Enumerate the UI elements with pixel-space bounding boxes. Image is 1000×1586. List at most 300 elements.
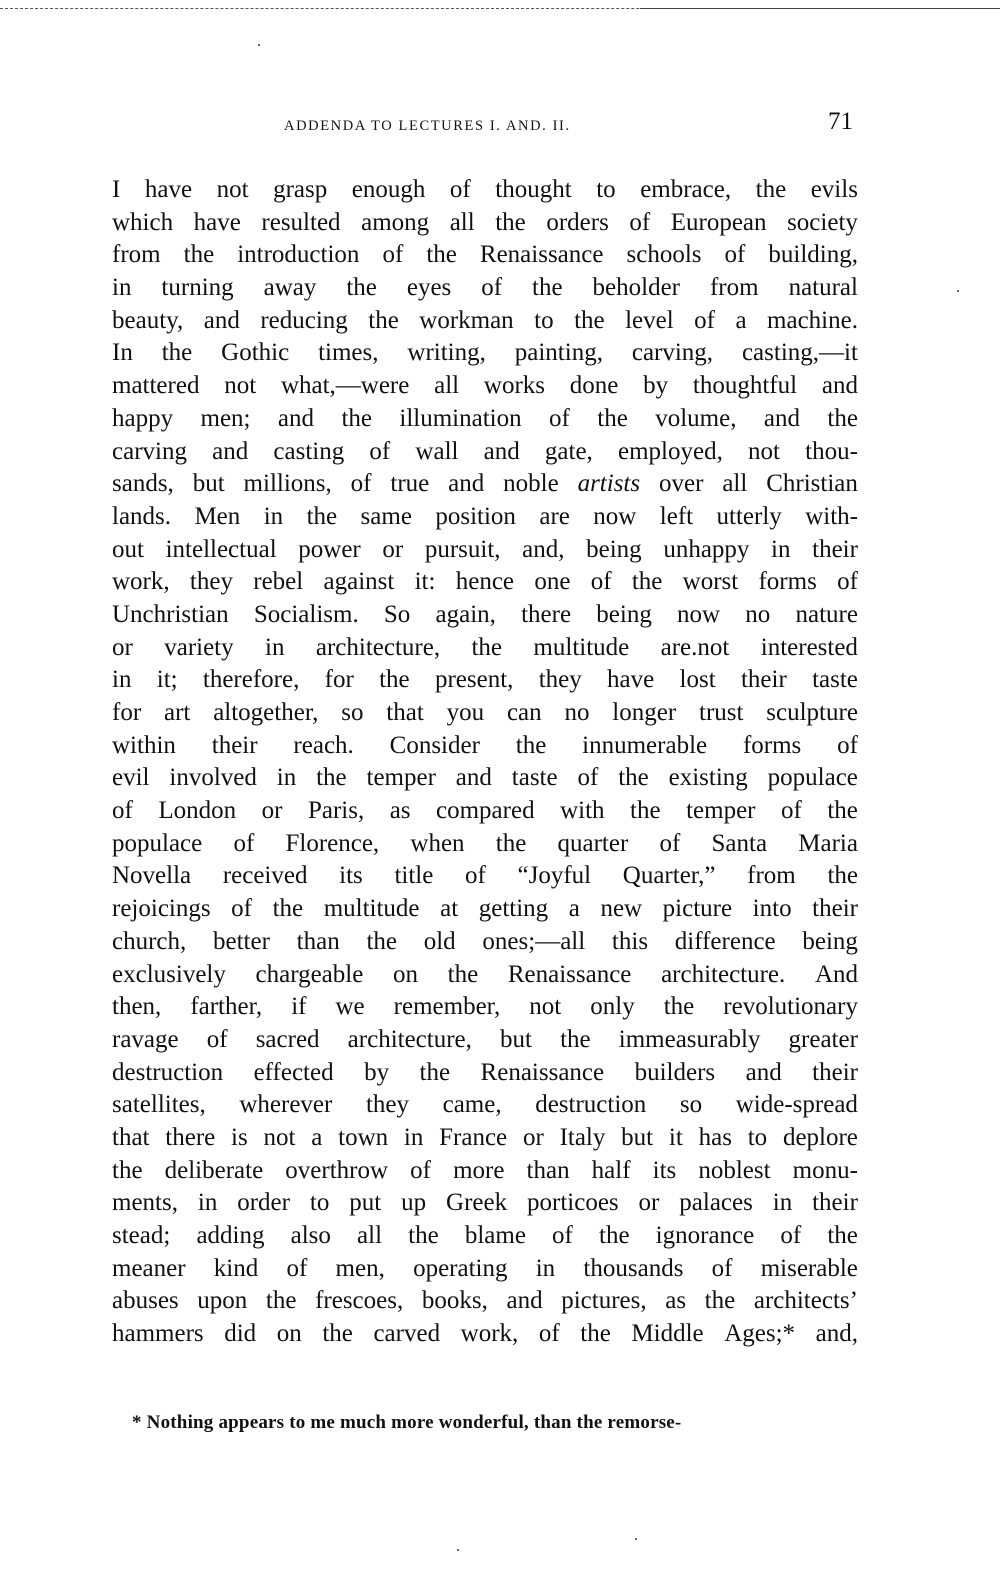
word: taste bbox=[812, 666, 858, 694]
word: the bbox=[183, 241, 215, 269]
word: greater bbox=[788, 1025, 858, 1053]
word: of bbox=[724, 241, 746, 269]
body-line bbox=[112, 1057, 858, 1090]
word: away bbox=[263, 274, 317, 302]
word: not bbox=[224, 372, 257, 400]
body-line bbox=[112, 664, 858, 697]
word: carving bbox=[112, 437, 187, 465]
body-line bbox=[112, 501, 858, 534]
word: gate, bbox=[544, 437, 593, 465]
word: the bbox=[408, 1222, 439, 1249]
word: the bbox=[515, 731, 547, 759]
word: but bbox=[192, 470, 225, 498]
word: there bbox=[165, 1123, 216, 1151]
word: casting,—it bbox=[741, 339, 858, 367]
word: that bbox=[386, 699, 424, 726]
word: the bbox=[341, 404, 372, 432]
word: So bbox=[383, 600, 411, 628]
word: from bbox=[709, 274, 759, 302]
word: work, bbox=[460, 1320, 519, 1348]
word: France bbox=[439, 1123, 508, 1151]
word: adding bbox=[196, 1222, 265, 1249]
word: farther, bbox=[190, 993, 263, 1021]
word: the bbox=[599, 1222, 630, 1249]
word: and bbox=[745, 1058, 782, 1086]
word: power bbox=[298, 535, 361, 563]
word: quarter bbox=[557, 829, 629, 857]
word: all bbox=[434, 372, 460, 400]
word: but bbox=[621, 1123, 654, 1151]
word: have bbox=[193, 208, 241, 236]
word: architecture, bbox=[347, 1025, 472, 1053]
word: Renaissance bbox=[480, 1058, 605, 1086]
word: of bbox=[369, 437, 391, 465]
word: natural bbox=[788, 274, 858, 302]
word: of bbox=[590, 568, 612, 596]
word: Novella bbox=[112, 862, 192, 890]
word: done bbox=[569, 372, 619, 400]
scan-speck bbox=[635, 1538, 637, 1540]
word: pursuit, bbox=[424, 535, 501, 563]
word: in bbox=[276, 764, 297, 792]
word: on bbox=[392, 960, 418, 988]
word: blame bbox=[464, 1222, 526, 1249]
word: effected bbox=[253, 1058, 334, 1086]
word: the bbox=[161, 339, 193, 367]
word: intellectual bbox=[165, 535, 277, 563]
word: the bbox=[704, 1287, 736, 1315]
word: new bbox=[600, 895, 643, 923]
body-line bbox=[112, 403, 858, 436]
word: a bbox=[311, 1123, 323, 1151]
word: kind bbox=[213, 1254, 259, 1282]
word: the bbox=[663, 993, 695, 1021]
word: to bbox=[534, 306, 554, 334]
word: one bbox=[534, 568, 571, 596]
word: times, bbox=[318, 339, 379, 367]
word: Renaissance bbox=[507, 960, 632, 988]
word: at bbox=[440, 895, 459, 923]
word: not bbox=[216, 176, 249, 203]
word: Renaissance bbox=[479, 241, 604, 269]
word: when bbox=[410, 829, 465, 857]
word: workman bbox=[419, 306, 514, 334]
word: innumerable bbox=[582, 731, 708, 759]
word: or bbox=[522, 1123, 544, 1151]
word: upon bbox=[197, 1287, 248, 1315]
word: they bbox=[189, 568, 233, 596]
word: difference bbox=[674, 927, 776, 955]
word: writing, bbox=[407, 339, 486, 367]
scan-edge-rule-solid bbox=[640, 8, 1000, 9]
word: In bbox=[112, 339, 133, 367]
word: of bbox=[694, 306, 715, 334]
body-line bbox=[112, 599, 858, 632]
word: all bbox=[449, 208, 475, 236]
word: also bbox=[290, 1222, 331, 1249]
word: more bbox=[453, 1156, 505, 1184]
word: the bbox=[827, 797, 858, 825]
word: And bbox=[814, 960, 858, 988]
word: lands. bbox=[112, 502, 172, 530]
word: existing bbox=[668, 764, 748, 792]
word: of bbox=[577, 764, 599, 792]
word: church, bbox=[112, 927, 187, 955]
word: pictures, bbox=[561, 1287, 647, 1315]
word: by bbox=[364, 1058, 390, 1086]
word: of bbox=[206, 1025, 228, 1053]
word: has bbox=[698, 1123, 732, 1151]
word: of bbox=[629, 208, 651, 236]
word: to bbox=[747, 1123, 768, 1151]
word: compared bbox=[436, 797, 535, 825]
body-line bbox=[112, 860, 858, 893]
word: variety bbox=[164, 633, 234, 661]
word: sacred bbox=[255, 1025, 320, 1053]
word: the bbox=[471, 633, 503, 661]
word: stead; bbox=[112, 1222, 171, 1249]
body-line bbox=[112, 1122, 858, 1155]
word: the bbox=[419, 1058, 451, 1086]
word: and bbox=[483, 437, 520, 465]
word: taste bbox=[511, 764, 558, 792]
word: of bbox=[286, 1254, 308, 1282]
word: mattered bbox=[112, 372, 200, 400]
word: evil bbox=[112, 764, 150, 792]
word: half bbox=[591, 1156, 631, 1184]
word: happy bbox=[112, 404, 174, 432]
word: the bbox=[597, 404, 628, 432]
word: the bbox=[426, 241, 457, 269]
word: in bbox=[197, 1189, 218, 1217]
word: than bbox=[526, 1156, 570, 1184]
word: grasp bbox=[273, 176, 328, 203]
word: Maria bbox=[798, 829, 858, 857]
word: Paris, bbox=[307, 797, 365, 825]
word: the bbox=[574, 306, 605, 334]
word: of bbox=[410, 1156, 431, 1184]
body-line bbox=[112, 926, 858, 959]
page-header bbox=[268, 108, 853, 142]
word: works bbox=[483, 372, 545, 400]
word: lost bbox=[679, 666, 716, 694]
word: illumination bbox=[399, 404, 522, 432]
body-line bbox=[112, 566, 858, 599]
word: Florence, bbox=[285, 829, 380, 857]
word: you bbox=[446, 699, 485, 726]
body-line bbox=[112, 991, 858, 1024]
body-line bbox=[112, 239, 858, 272]
word: old bbox=[423, 927, 456, 955]
word: or bbox=[638, 1189, 660, 1217]
word: of bbox=[350, 470, 372, 498]
word: the bbox=[368, 306, 399, 334]
word: artists bbox=[577, 470, 641, 498]
body-line bbox=[112, 305, 858, 338]
word: sculpture bbox=[766, 699, 858, 726]
word: architects’ bbox=[753, 1287, 858, 1315]
word: destruction bbox=[112, 1058, 224, 1086]
word: over bbox=[659, 470, 704, 498]
word: so bbox=[679, 1091, 703, 1119]
word: and bbox=[277, 404, 315, 432]
word: order bbox=[237, 1189, 290, 1217]
word: exclusively bbox=[112, 960, 226, 988]
word: against bbox=[323, 568, 395, 596]
word: interested bbox=[760, 633, 858, 661]
word: position bbox=[435, 502, 516, 530]
word: of bbox=[231, 895, 252, 923]
word: and, bbox=[522, 535, 565, 563]
word: the bbox=[755, 176, 787, 203]
word: overthrow bbox=[285, 1156, 389, 1184]
word: all bbox=[722, 470, 748, 498]
word: the bbox=[272, 895, 304, 923]
word: of bbox=[382, 241, 404, 269]
word: this bbox=[611, 927, 649, 955]
word: title bbox=[394, 862, 434, 890]
body-line bbox=[112, 795, 858, 828]
word: trust bbox=[699, 699, 744, 726]
word: from bbox=[112, 241, 161, 269]
word: immeasurably bbox=[618, 1025, 761, 1053]
word: their bbox=[812, 895, 858, 923]
word: evils bbox=[810, 176, 858, 203]
body-line bbox=[112, 828, 858, 861]
word: it: bbox=[414, 568, 436, 596]
word: work, bbox=[112, 568, 170, 596]
word: the bbox=[631, 568, 663, 596]
body-line bbox=[112, 337, 858, 370]
word: it; bbox=[156, 666, 178, 694]
word: society bbox=[787, 208, 858, 236]
word: no bbox=[745, 600, 771, 628]
word: Italy bbox=[559, 1123, 606, 1151]
word: the bbox=[827, 862, 858, 890]
word: there bbox=[521, 600, 572, 628]
word: European bbox=[670, 208, 767, 236]
word: as bbox=[389, 797, 411, 825]
word: thou- bbox=[805, 437, 858, 465]
word: of bbox=[233, 829, 255, 857]
body-line bbox=[112, 959, 858, 992]
word: we bbox=[335, 993, 365, 1021]
word: the bbox=[580, 1320, 611, 1348]
word: abuses bbox=[112, 1287, 179, 1315]
word: of bbox=[112, 797, 133, 825]
word: all bbox=[357, 1222, 383, 1249]
body-line bbox=[112, 697, 858, 730]
word: builders bbox=[634, 1058, 716, 1086]
word: palaces bbox=[679, 1189, 753, 1217]
word: of bbox=[449, 176, 471, 203]
word: men; bbox=[200, 404, 251, 432]
word: sands, bbox=[112, 470, 174, 498]
word: among bbox=[361, 208, 430, 236]
word: from bbox=[747, 862, 796, 890]
body-text bbox=[112, 174, 858, 1351]
word: Greek bbox=[446, 1189, 508, 1217]
word: satellites, bbox=[112, 1091, 206, 1119]
word: out bbox=[112, 535, 144, 563]
word: forms bbox=[758, 568, 817, 596]
body-line bbox=[112, 632, 858, 665]
word: rejoicings bbox=[112, 895, 211, 923]
word: Consider bbox=[389, 731, 480, 759]
word: of bbox=[837, 731, 858, 759]
word: Christian bbox=[766, 470, 858, 498]
word: into bbox=[752, 895, 792, 923]
word: revolutionary bbox=[723, 993, 858, 1021]
word: Santa bbox=[711, 829, 768, 857]
word: the bbox=[265, 1287, 297, 1315]
word: multitude bbox=[533, 633, 630, 661]
word: hence bbox=[455, 568, 515, 596]
body-line bbox=[112, 1285, 858, 1318]
word: men, bbox=[335, 1254, 385, 1282]
word: for bbox=[324, 666, 354, 694]
body-line bbox=[112, 370, 858, 403]
word: the bbox=[532, 274, 563, 302]
word: the bbox=[379, 666, 410, 694]
word: not bbox=[529, 993, 562, 1021]
word: in bbox=[403, 1123, 424, 1151]
word: Gothic bbox=[221, 339, 290, 367]
page-number: 71 bbox=[828, 108, 853, 135]
body-line bbox=[112, 1253, 858, 1286]
word: miserable bbox=[760, 1254, 858, 1282]
word: building, bbox=[768, 241, 858, 269]
word: forms bbox=[742, 731, 802, 759]
word: then, bbox=[112, 993, 162, 1021]
word: the bbox=[322, 1320, 353, 1348]
word: now bbox=[593, 502, 637, 530]
word: monu- bbox=[792, 1156, 858, 1184]
word: true bbox=[390, 470, 430, 498]
word: of bbox=[781, 797, 802, 825]
word: and bbox=[448, 470, 485, 498]
word: a bbox=[568, 895, 580, 923]
word: in bbox=[772, 1189, 793, 1217]
word: of bbox=[711, 1254, 733, 1282]
word: in bbox=[265, 633, 285, 661]
word: which bbox=[112, 208, 174, 236]
word: as bbox=[665, 1287, 687, 1315]
word: town bbox=[338, 1123, 389, 1151]
word: in bbox=[112, 274, 132, 302]
word: I bbox=[112, 176, 121, 203]
word: if bbox=[291, 993, 307, 1021]
word: the bbox=[316, 764, 347, 792]
word: came, bbox=[442, 1091, 502, 1119]
word: or bbox=[112, 633, 133, 661]
word: employed, bbox=[617, 437, 723, 465]
word: beholder bbox=[592, 274, 681, 302]
word: introduction bbox=[237, 241, 360, 269]
word: ravage bbox=[112, 1025, 179, 1053]
word: thousands bbox=[583, 1254, 684, 1282]
word: the bbox=[827, 404, 858, 432]
word: carved bbox=[373, 1320, 441, 1348]
word: their bbox=[812, 1058, 858, 1086]
body-line bbox=[112, 893, 858, 926]
word: present, bbox=[434, 666, 514, 694]
word: thought bbox=[495, 176, 572, 203]
word: are bbox=[539, 502, 570, 530]
word: getting bbox=[478, 895, 549, 923]
word: of bbox=[780, 1222, 802, 1249]
word: to bbox=[309, 1189, 330, 1217]
word: did bbox=[224, 1320, 257, 1348]
word: the bbox=[447, 960, 479, 988]
body-line bbox=[112, 1187, 858, 1220]
word: level bbox=[625, 306, 674, 334]
word: and bbox=[821, 372, 858, 400]
word: unhappy bbox=[663, 535, 750, 563]
word: hammers bbox=[112, 1320, 204, 1348]
word: Men bbox=[194, 502, 241, 530]
word: enough bbox=[351, 176, 426, 203]
word: with bbox=[560, 797, 605, 825]
word: only bbox=[590, 993, 635, 1021]
word: beauty, bbox=[112, 306, 184, 334]
footnote: * Nothing appears to me much more wonderful, than the remorse- bbox=[132, 1412, 682, 1433]
word: the bbox=[495, 208, 526, 236]
word: within bbox=[112, 731, 176, 759]
word: Ages;* bbox=[724, 1320, 796, 1348]
word: their bbox=[211, 731, 258, 759]
word: by bbox=[643, 372, 669, 400]
word: but bbox=[500, 1025, 532, 1053]
word: with- bbox=[805, 502, 858, 530]
word: can bbox=[506, 699, 542, 726]
word: the bbox=[560, 1025, 591, 1053]
word: altogether, bbox=[213, 699, 319, 726]
word: remember, bbox=[393, 993, 501, 1021]
word: ments, bbox=[112, 1189, 178, 1217]
word: reducing bbox=[260, 306, 348, 334]
word: so bbox=[341, 699, 364, 726]
word: left bbox=[659, 502, 694, 530]
word: they bbox=[365, 1091, 409, 1119]
scan-speck bbox=[457, 1549, 459, 1551]
word: its bbox=[339, 862, 363, 890]
word: wide-spread bbox=[735, 1091, 858, 1119]
word: not bbox=[748, 437, 780, 465]
body-line bbox=[112, 730, 858, 763]
word: in bbox=[535, 1254, 556, 1282]
word: populace bbox=[112, 829, 203, 857]
body-line bbox=[112, 468, 858, 501]
word: the bbox=[306, 502, 338, 530]
word: ignorance bbox=[655, 1222, 755, 1249]
word: and bbox=[212, 437, 249, 465]
word: Middle bbox=[631, 1320, 704, 1348]
word: nature bbox=[795, 600, 858, 628]
word: the bbox=[630, 797, 661, 825]
word: the bbox=[618, 764, 649, 792]
word: of bbox=[549, 404, 570, 432]
body-line bbox=[112, 207, 858, 240]
word: on bbox=[276, 1320, 302, 1348]
word: in bbox=[112, 666, 132, 694]
word: rebel bbox=[253, 568, 304, 596]
word: in bbox=[771, 535, 791, 563]
word: porticoes bbox=[527, 1189, 619, 1217]
word: better bbox=[213, 927, 270, 955]
word: art bbox=[163, 699, 191, 726]
word: and bbox=[203, 306, 240, 334]
